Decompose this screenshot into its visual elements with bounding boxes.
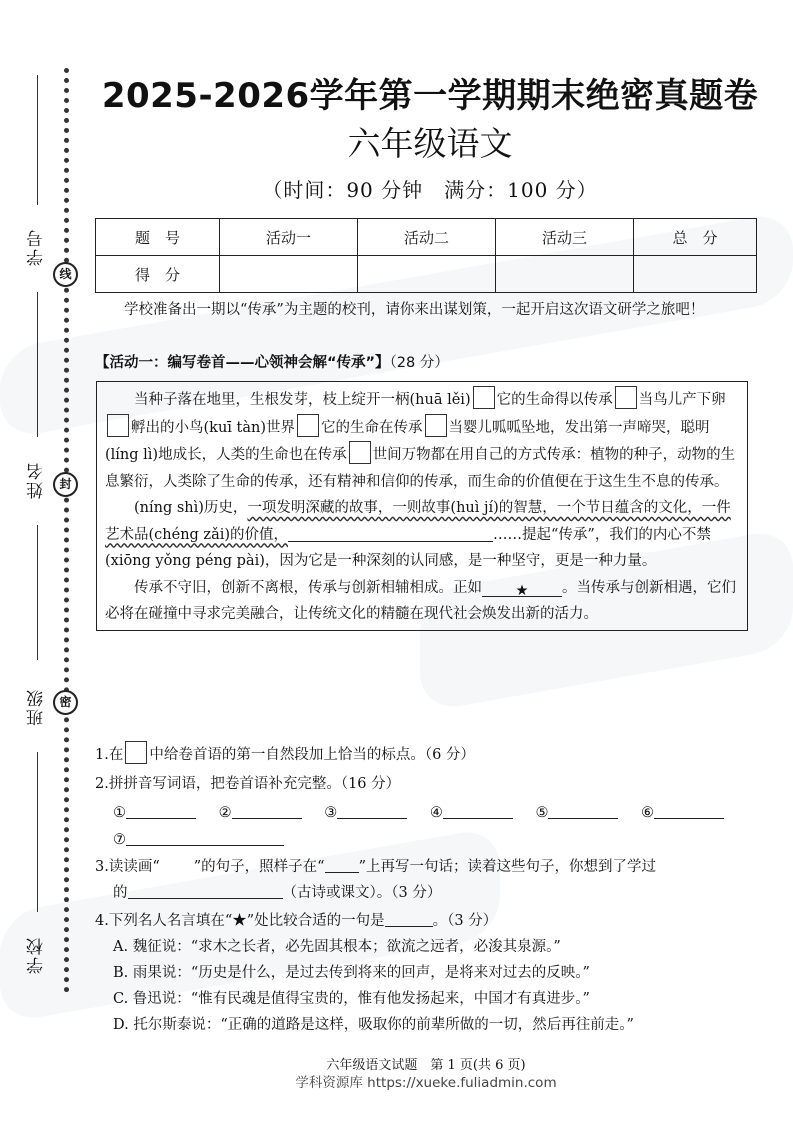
question-3-line-2 [113,881,441,905]
passage-paragraph [105,575,739,628]
blank-marker: ① [113,805,126,821]
answer-blank[interactable] [654,801,724,819]
question-text: 的 [113,885,128,901]
passage-paragraph [105,386,739,495]
passage-box [96,381,748,631]
label-student-id: 学号 [27,228,47,266]
activity-heading [95,352,757,374]
table-header-cell: 活动二 [358,219,496,256]
question-text: 。（3 分） [432,913,498,929]
answer-blanks-row [113,828,284,852]
blank-marker: ④ [429,805,443,821]
passage-text: 当婴儿呱呱坠地，发出第一声啼哭，聪明(líng lì)地成长，人类的生命也在传承 [105,419,710,463]
blank-marker: ⑦ [113,832,126,848]
question-2: 2.拼拼音写词语，把卷首语补充完整。（16 分） [95,776,401,792]
wavy-underlined-sentence: 一项发明深藏的故事，一则故事(huì jí)的智慧，一个节日蕴含的文化，一件艺术品(chéng zǎi)的价值， [105,500,731,543]
question-text: 4.下列名人名言填在“★”处比较合适的一句是 [95,913,385,929]
answer-blank[interactable] [288,523,493,542]
label-class: 班级 [27,688,47,726]
answer-blank[interactable] [128,881,283,899]
question-text: 中给卷首语的第一自然段加上恰当的标点。（6 分） [149,747,475,763]
question-text: 3.读读画“ [95,859,160,875]
option-b[interactable]: B. 雨果说：“历史是什么，是过去传到将来的回声，是将来对过去的反映。” [113,965,590,981]
exam-time-info: （时间：90 分钟 满分：100 分） [262,178,598,202]
star-blank[interactable] [482,578,562,597]
answer-blank[interactable] [548,801,618,819]
page-footer: 六年级语文试题 第 1 页(共 6 页) [326,1058,526,1073]
box-symbol-icon [125,741,147,764]
activity-points: （28 分） [389,355,449,371]
source-watermark: 学科资源库 https://xueke.fuliadmin.com [295,1075,557,1091]
answer-blank[interactable] [443,801,513,819]
blank-marker: ⑥ [641,805,655,821]
table-row-label: 得 分 [96,256,220,293]
answer-blanks-row [113,801,763,825]
answer-blank[interactable] [232,801,302,819]
table-header-cell: 总 分 [634,219,757,256]
binding-line [37,292,38,437]
binding-dotted-line [64,68,69,993]
activity-title: 【活动一：编写卷首——心领神会解“传承”】 [95,355,390,371]
option-d[interactable]: D. 托尔斯泰说：“正确的道路是这样，吸取你的前辈所做的一切，然后再往前走。” [113,1017,634,1033]
passage-text: 孵出的小鸟(kuī tàn)世界 [131,419,295,436]
label-school: 学校 [27,936,47,974]
option-a[interactable]: A. 魏征说：“求木之长者，必先固其根本；欲流之远者，必浚其泉源。” [113,939,561,955]
punctuation-box[interactable] [107,414,129,437]
table-row [96,219,757,256]
punctuation-box[interactable] [349,441,371,464]
question-3 [95,855,757,879]
binding-line [37,752,38,912]
seal-mark-feng: 封 [53,472,78,497]
punctuation-box[interactable] [425,414,447,437]
passage-text: 。当传承与创新相遇，它们必将在碰撞中寻求完美融合，让传统文化的精髓在现代社会焕发出新的活力。 [105,579,736,622]
star-icon: ★ [515,582,529,599]
option-c[interactable]: C. 鲁迅说：“惟有民魂是值得宝贵的，惟有他发扬起来，中国才有真进步。” [113,991,590,1007]
punctuation-box[interactable] [615,386,637,409]
binding-line [37,75,38,205]
score-cell[interactable] [220,256,358,293]
binding-strip [0,60,70,1000]
passage-text: 它的生命得以传承 [496,392,613,408]
answer-blank[interactable] [126,828,284,846]
page-subtitle: 六年级语文 [347,124,513,163]
question-text: ”的句子，照样子在“ [193,859,325,875]
passage-text: 世间万物都在用自己的方式传承：植物的种子，动物的生息繁衍，人类除了生命的传承，还有精神和信仰的传承，而生命的价值便在于这生生不息的传承。 [105,447,736,490]
answer-blank[interactable] [337,801,407,819]
table-header-cell: 活动三 [496,219,634,256]
question-text: 1.在 [95,747,124,763]
blank-marker: ③ [324,805,338,821]
question-text: （古诗或课文）。（3 分） [282,885,442,901]
passage-text: 当种子落在地里，生根发芽，枝上绽开一柄(huā lěi) [134,392,471,408]
intro-text: 学校准备出一期以“传承”为主题的校刊，请你来出谋划策，一起开启这次语文研学之旅吧！ [124,302,705,318]
seal-mark-xian: 线 [53,262,78,287]
passage-text: 传承不守旧，创新不离根，传承与创新相辅相成。正如 [134,579,482,596]
table-row [96,256,757,293]
score-cell[interactable] [634,256,757,293]
score-cell[interactable] [496,256,634,293]
question-4 [95,909,497,933]
wavy-line-sample [160,855,194,879]
score-table [95,218,757,293]
passage-text: ……提起“传承”，我们的内心不禁(xiōng yǒng péng pài)，因为它是一种深刻的认同感，是一种坚守，更是一种力量。 [105,526,711,569]
answer-blank[interactable] [126,801,196,819]
table-header-cell: 题 号 [96,219,220,256]
question-text: ”上再写一句话；读着这些句子，你想到了学过 [358,859,656,875]
blank-marker: ⑤ [535,805,549,821]
passage-text: 它的生命在传承 [321,419,423,436]
passage-text: (níng shì)历史， [134,500,248,516]
table-header-cell: 活动一 [220,219,358,256]
question-1 [95,741,475,767]
answer-blank[interactable] [385,909,433,927]
blank-marker: ② [218,805,232,821]
page-title: 2025-2026学年第一学期期末绝密真题卷 [101,76,759,116]
passage-paragraph [105,495,739,575]
passage-text: 当鸟儿产下卵 [638,392,726,408]
punctuation-box[interactable] [297,414,319,437]
seal-mark-mi: 密 [53,690,78,715]
punctuation-box[interactable] [473,386,495,409]
score-cell[interactable] [358,256,496,293]
binding-line [37,525,38,660]
label-name: 姓名 [27,461,47,499]
answer-blank[interactable] [325,855,359,873]
